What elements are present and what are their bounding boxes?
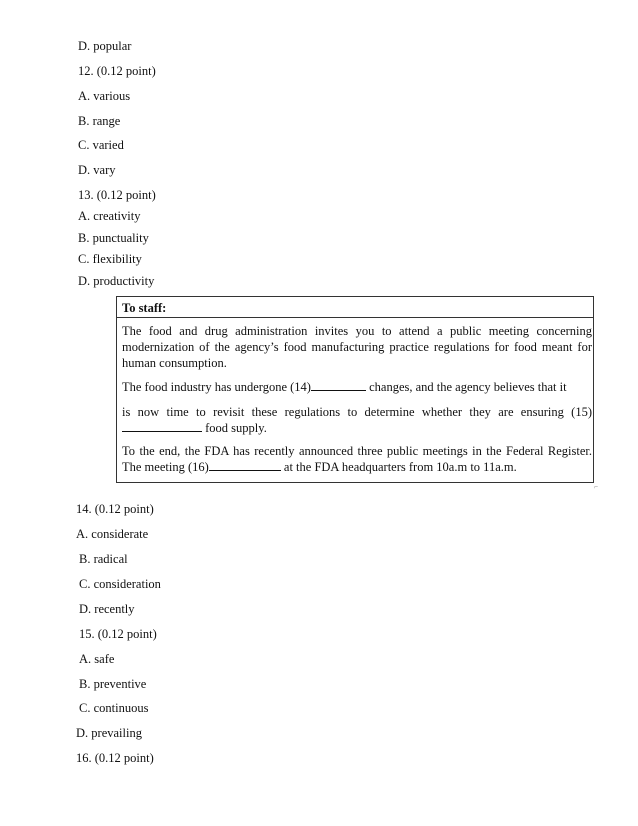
passage-paragraph-1: The food and drug administration invites you to attend a public meeting concerning modernization of the agency’s food manufacturing practice regulations for food meant for human consumption. [122, 324, 592, 370]
passage-box [116, 296, 594, 483]
option-c-q13[interactable]: C. flexibility [78, 252, 142, 266]
question-15-header: 15. (0.12 point) [79, 627, 157, 641]
question-16-header: 16. (0.12 point) [76, 751, 154, 765]
passage-text: at the FDA headquarters from 10a.m to 11a.m. [280, 460, 517, 474]
passage-heading: To staff: [122, 301, 167, 315]
passage-text: To the end, the FDA has recently announced three public meetings in the Federal Register. The meeting (16) [122, 444, 592, 474]
option-b-q13[interactable]: B. punctuality [78, 231, 149, 245]
passage-paragraph-2 [122, 379, 592, 395]
option-b-q15[interactable]: B. preventive [79, 677, 147, 691]
passage-paragraph-3 [122, 404, 592, 436]
question-13-header: 13. (0.12 point) [78, 188, 156, 202]
passage-paragraph-4 [122, 443, 592, 475]
heading-divider [117, 317, 593, 318]
option-d-q12[interactable]: D. vary [78, 163, 116, 177]
option-a-q15[interactable]: A. safe [79, 652, 115, 666]
question-12-header: 12. (0.12 point) [78, 64, 156, 78]
blank-15 [122, 420, 202, 432]
option-c-q15[interactable]: C. continuous [79, 701, 149, 715]
passage-text: changes, and the agency believes that it [365, 380, 567, 394]
question-14-header: 14. (0.12 point) [76, 502, 154, 516]
option-d-q11[interactable]: D. popular [78, 39, 132, 53]
passage-text: food supply. [202, 421, 267, 435]
option-a-q14[interactable]: A. considerate [76, 527, 149, 541]
option-c-q14[interactable]: C. consideration [79, 577, 161, 591]
option-b-q12[interactable]: B. range [78, 114, 121, 128]
option-d-q15[interactable]: D. prevailing [76, 726, 142, 740]
option-c-q12[interactable]: C. varied [78, 138, 124, 152]
blank-16 [209, 459, 281, 471]
option-a-q13[interactable]: A. creativity [78, 209, 141, 223]
option-b-q14[interactable]: B. radical [79, 552, 128, 566]
corner-mark-icon: ⌐ [594, 483, 598, 491]
passage-text: is now time to revisit these regulations to determine whether they are ensuring (15) [122, 405, 592, 419]
passage-text: The food industry has undergone (14) [122, 380, 311, 394]
option-d-q13[interactable]: D. productivity [78, 274, 155, 288]
option-d-q14[interactable]: D. recently [79, 602, 135, 616]
blank-14 [311, 379, 366, 391]
option-a-q12[interactable]: A. various [78, 89, 131, 103]
